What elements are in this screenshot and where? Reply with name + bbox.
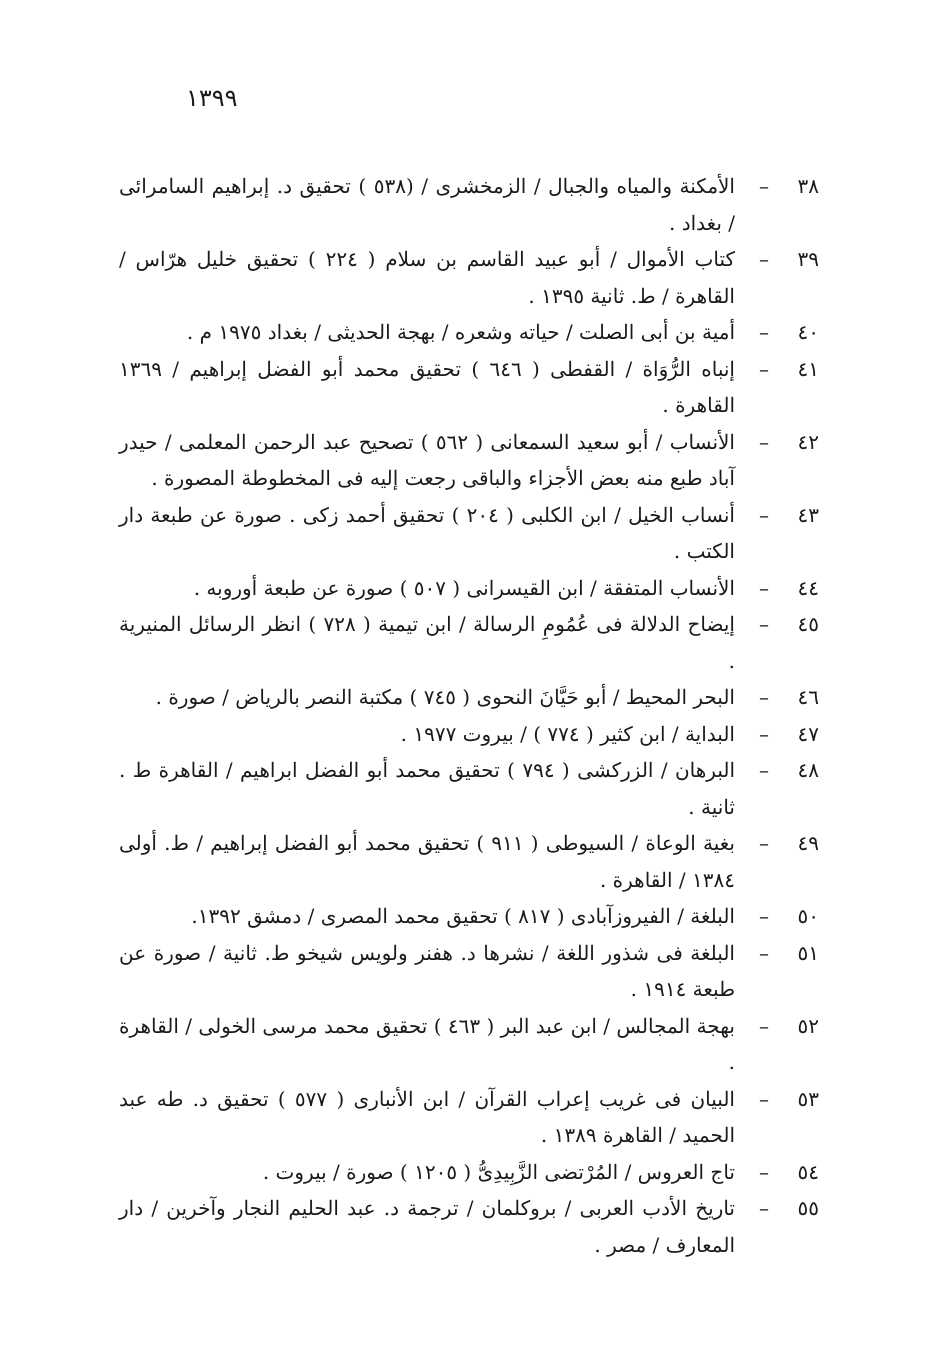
entry-text: الأنساب / أبو سعيد السمعانى ( ٥٦٢ ) تصحيح عبد الرحمن المعلمى / حيدر آباد طبع منه بعض الأجزاء والباقى رجعت إليه فى المخطوطة المصورة .: [119, 429, 735, 490]
bibliography-entry: [119, 825, 819, 898]
entry-dash: –: [759, 721, 769, 746]
entry-dash: –: [759, 1196, 769, 1220]
entry-text: بهجة المجالس / ابن عبد البر ( ٤٦٣ ) تحقيق محمد مرسى الخولى / القاهرة .: [119, 1013, 735, 1074]
bibliography-entry: [119, 241, 819, 314]
entry-text: أنساب الخيل / ابن الكلبى ( ٢٠٤ ) تحقيق أحمد زكى . صورة عن طبعة دار الكتب .: [119, 502, 735, 563]
entry-number: ٤٦: [797, 685, 819, 709]
bibliography-entry: [119, 716, 819, 753]
entry-dash: –: [759, 831, 769, 855]
bibliography-entry: [119, 679, 819, 716]
entry-dash: –: [759, 247, 769, 271]
entry-dash: –: [759, 758, 769, 782]
entry-dash: –: [759, 1013, 769, 1038]
entry-dash: –: [759, 429, 769, 454]
entry-dash: –: [759, 320, 769, 344]
entry-text: البلغة فى شذور اللغة / نشرها د. هفنر ولويس شيخو ط. ثانية / صورة عن طبعة ١٩١٤ .: [119, 940, 735, 1001]
entry-text: إنباه الرُّوَاة / القفطى ( ٦٤٦ ) تحقيق محمد أبو الفضل إبراهيم / ١٣٦٩ القاهرة .: [119, 356, 735, 417]
entry-text: إيضاح الدلالة فى عُمُومِ الرسالة / ابن تيمية ( ٧٢٨ ) انظر الرسائل المنيرية .: [119, 612, 735, 673]
entry-number: ٤١: [797, 356, 819, 381]
page-number: ١٣٩٩: [186, 84, 238, 112]
bibliography-entry: [119, 606, 819, 679]
entry-text: تاج العروس / المُرْتضى الزَّبِيدِىُّ ( ١٢٠٥ ) صورة / بيروت .: [262, 1159, 735, 1184]
entry-text: الأمكنة والمياه والجبال / الزمخشرى / (٥٣٨ ) تحقيق د. إبراهيم السامرائى / بغداد .: [119, 174, 735, 235]
bibliography-list: [119, 168, 819, 1263]
entry-text: البحر المحيط / أبو حَيَّانَ النحوى ( ٧٤٥ ) مكتبة النصر بالرياض / صورة .: [155, 685, 735, 709]
entry-number: ٤٥: [797, 612, 819, 636]
entry-text: بغية الوعاة / السيوطى ( ٩١١ ) تحقيق محمد أبو الفضل إبراهيم / ط. أولى ١٣٨٤ / القاهرة .: [119, 831, 735, 892]
bibliography-entry: [119, 314, 819, 351]
entry-dash: –: [759, 575, 769, 600]
entry-number: ٤٩: [797, 831, 819, 855]
entry-dash: –: [759, 502, 769, 527]
bibliography-entry: [119, 1008, 819, 1081]
bibliography-entry: [119, 351, 819, 424]
bibliography-entry: [119, 570, 819, 607]
entry-dash: –: [759, 612, 769, 636]
bibliography-entry: [119, 168, 819, 241]
bibliography-entry: [119, 1154, 819, 1191]
bibliography-entry: [119, 1081, 819, 1154]
bibliography-entry: [119, 497, 819, 570]
entry-number: ٣٩: [797, 247, 819, 271]
bibliography-entry: [119, 424, 819, 497]
entry-number: ٥٢: [797, 1013, 819, 1038]
entry-number: ٥٣: [797, 1086, 819, 1111]
entry-number: ٣٨: [797, 174, 819, 198]
bibliography-entry: [119, 1190, 819, 1263]
entry-text: كتاب الأموال / أبو عبيد القاسم بن سلام ( ٢٢٤ ) تحقيق خليل هرّاس / القاهرة / ط. ثانية ١٣٩٥ .: [119, 247, 736, 308]
entry-number: ٥١: [797, 940, 819, 965]
bibliography-entry: [119, 898, 819, 935]
entry-dash: –: [759, 356, 769, 381]
entry-text: البرهان / الزركشى ( ٧٩٤ ) تحقيق محمد أبو الفضل ابراهيم / القاهرة ط . ثانية .: [119, 758, 736, 819]
entry-dash: –: [759, 1086, 769, 1111]
bibliography-entry: [119, 752, 819, 825]
entry-text: البيان فى غريب إعراب القرآن / ابن الأنبارى ( ٥٧٧ ) تحقيق د. طه عبد الحميد / القاهرة ١٣٨٩ .: [119, 1086, 735, 1147]
entry-dash: –: [759, 1159, 769, 1184]
entry-text: البداية / ابن كثير ( ٧٧٤ ) / بيروت ١٩٧٧ .: [400, 721, 735, 746]
entry-number: ٤٠: [797, 320, 819, 344]
entry-number: ٥٠: [797, 904, 819, 928]
entry-number: ٥٥: [797, 1196, 819, 1220]
entry-dash: –: [759, 174, 769, 198]
entry-dash: –: [759, 685, 769, 709]
entry-dash: –: [759, 904, 769, 928]
entry-number: ٤٨: [797, 758, 819, 782]
entry-text: الأنساب المتفقة / ابن القيسرانى ( ٥٠٧ ) صورة عن طبعة أوروبه .: [193, 575, 735, 600]
entry-number: ٤٤: [797, 575, 819, 600]
entry-dash: –: [759, 940, 769, 965]
entry-text: تاريخ الأدب العربى / بروكلمان / ترجمة د. عبد الحليم النجار وآخرين / دار المعارف / مصر .: [119, 1196, 735, 1257]
entry-number: ٤٧: [797, 721, 819, 746]
entry-text: أمية بن أبى الصلت / حياته وشعره / بهجة الحديثى / بغداد ١٩٧٥ م .: [186, 320, 735, 344]
bibliography-entry: [119, 935, 819, 1008]
entry-number: ٤٢: [797, 429, 819, 454]
entry-number: ٤٣: [797, 502, 819, 527]
entry-text: البلغة / الفيروزآبادى ( ٨١٧ ) تحقيق محمد المصرى / دمشق ١٣٩٢.: [191, 904, 735, 928]
entry-number: ٥٤: [797, 1159, 819, 1184]
